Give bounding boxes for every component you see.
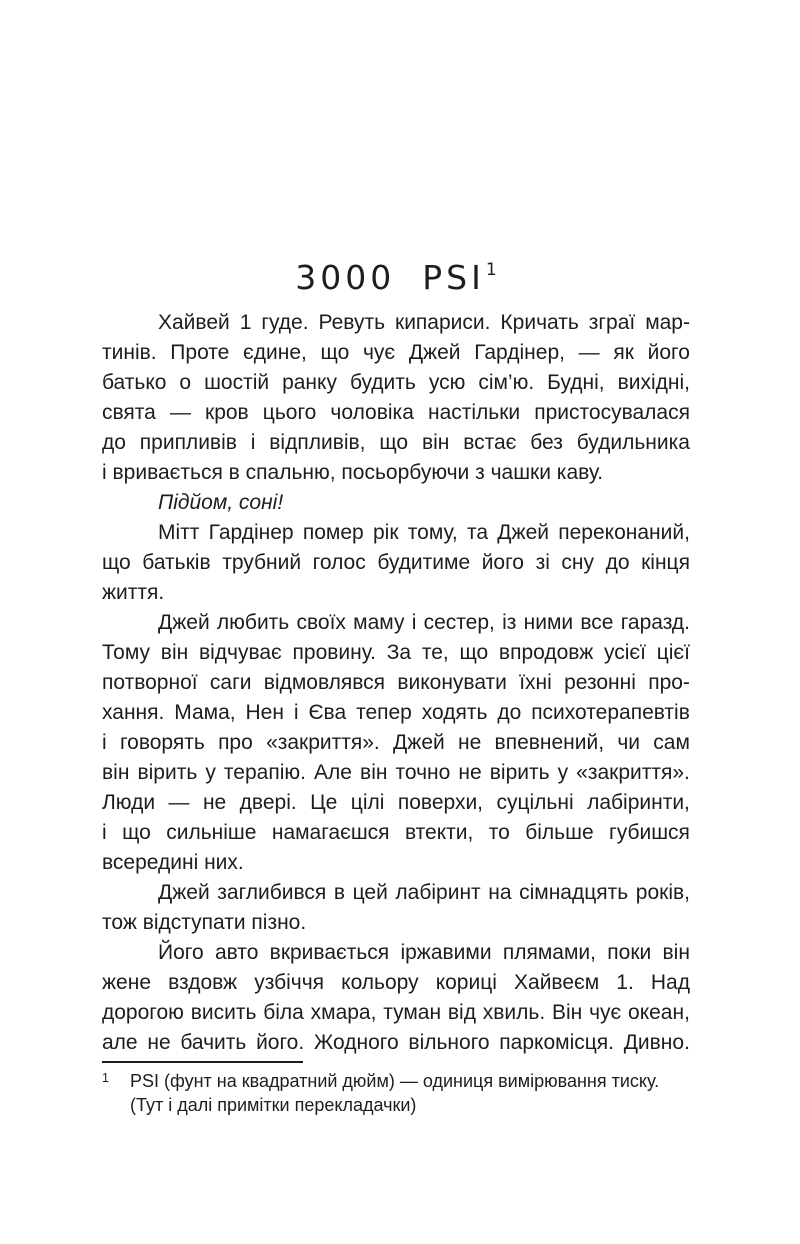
paragraph — [102, 308, 690, 488]
text-line: всередині них. — [102, 851, 244, 874]
text-line: і що сильніше намагаєшся втекти, то більше губишся — [102, 821, 690, 844]
body-text — [102, 308, 690, 1058]
text-line: що батьків трубний голос будитиме його зі сну до кінця — [102, 551, 690, 574]
footnote — [102, 1069, 690, 1117]
text-line: і вривається в спальню, посьорбуючи з чашки каву. — [102, 461, 604, 484]
paragraph — [102, 878, 690, 938]
text-line: і говорять про «закриття». Джей не впевнений, чи сам — [102, 731, 690, 754]
footnote-separator — [102, 1061, 303, 1063]
text-line: до припливів і відпливів, що він встає без будильника — [102, 431, 690, 454]
text-line: Джей заглибився в цей лабіринт на сімнадцять років, — [158, 881, 690, 904]
footnote-reference: 1 — [485, 260, 497, 280]
text-line: життя. — [102, 581, 165, 604]
text-line: жене вздовж узбіччя кольору кориці Хайвеєм 1. Над — [102, 971, 690, 994]
chapter-title-unit — [422, 259, 496, 297]
text-line: Люди — не двері. Це цілі поверхи, суцільні лабіринти, — [102, 791, 690, 814]
text-line: але не бачить його. Жодного вільного паркомісця. Дивно. — [102, 1031, 690, 1054]
chapter-title — [102, 259, 690, 297]
paragraph — [102, 518, 690, 608]
footnote-marker: 1 — [102, 1071, 109, 1085]
text-line: Джей любить своїх маму і сестер, із ними все гаразд. — [158, 611, 690, 634]
text-line: тож відступати пізно. — [102, 911, 307, 934]
text-line: Тому він відчуває провину. За те, що впродовж усієї цієї — [102, 641, 690, 664]
text-line: Хайвей 1 гуде. Ревуть кипариси. Кричать зграї мар- — [158, 311, 690, 334]
text-line: тинів. Проте єдине, що чує Джей Гардінер, — як його — [102, 341, 690, 364]
text-line: хання. Мама, Нен і Єва тепер ходять до психотерапевтів — [102, 701, 690, 724]
text-line: Його авто вкривається іржавими плямами, поки він — [158, 941, 690, 964]
text-line: свята — кров цього чоловіка настільки пристосувалася — [102, 401, 690, 424]
chapter-title-number: 3000 — [295, 258, 396, 297]
text-line: Підйом, соні! — [158, 491, 284, 514]
footnote-text — [130, 1069, 690, 1117]
chapter-title-unit-text: PSI — [422, 258, 485, 297]
text-line: потворної саги відмовлявся виконувати їхні резонні про- — [102, 671, 690, 694]
text-line: дорогою висить біла хмара, туман від хвиль. Він чує океан, — [102, 1001, 690, 1024]
text-line: Мітт Гардінер помер рік тому, та Джей переконаний, — [158, 521, 690, 544]
footnote-line: PSI (фунт на квадратний дюйм) — одиниця вимірювання тиску. — [130, 1071, 660, 1091]
paragraph — [102, 938, 690, 1058]
footnote-line: (Тут і далі примітки перекладачки) — [130, 1095, 417, 1115]
text-line: батько о шостій ранку будить усю сім’ю. Будні, вихідні, — [102, 371, 690, 394]
paragraph — [102, 488, 690, 518]
paragraph — [102, 608, 690, 878]
text-line: він вірить у терапію. Але він точно не вірить у «закриття». — [102, 761, 690, 784]
